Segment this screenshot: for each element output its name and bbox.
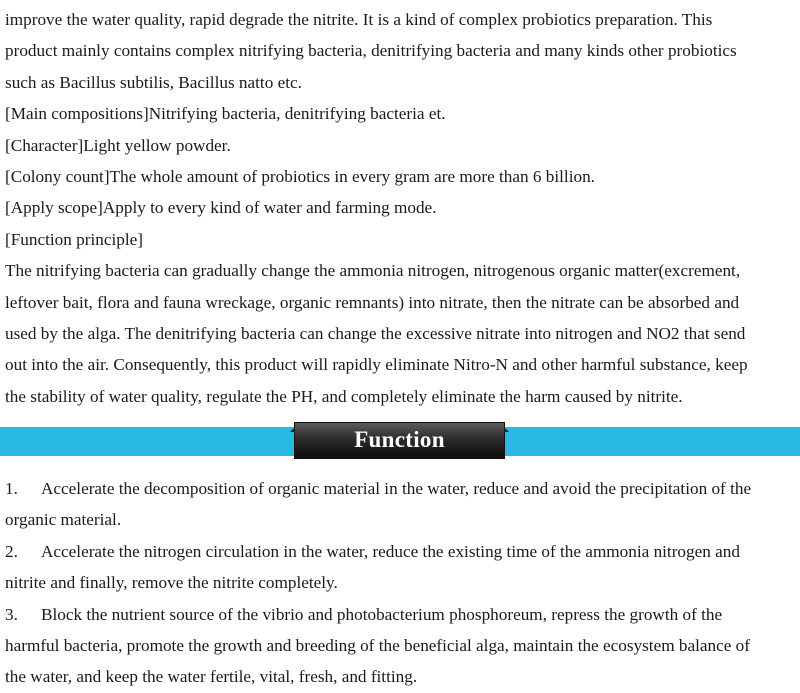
principle-line: out into the air. Consequently, this product will rapidly eliminate Nitro-N and other harmful substance, keep xyxy=(5,355,748,375)
item-number: 2. xyxy=(5,541,18,561)
apply-scope: [Apply scope]Apply to every kind of water and farming mode. xyxy=(5,198,437,218)
list-item-continuation: nitrite and finally, remove the nitrite completely. xyxy=(5,573,338,593)
colony-count: [Colony count]The whole amount of probiotics in every gram are more than 6 billion. xyxy=(5,167,595,187)
list-item xyxy=(5,599,795,630)
function-list xyxy=(5,473,795,693)
list-item xyxy=(5,536,795,567)
list-item-continuation: harmful bacteria, promote the growth and breeding of the beneficial alga, maintain the ecosystem balance of xyxy=(5,636,750,656)
principle-line: the stability of water quality, regulate the PH, and completely eliminate the harm caused by nitrite. xyxy=(5,386,683,406)
item-text: Block the nutrient source of the vibrio and photobacterium phosphoreum, repress the growth of the xyxy=(41,604,723,624)
character: [Character]Light yellow powder. xyxy=(5,135,231,155)
list-item xyxy=(5,473,795,504)
item-text: Accelerate the nitrogen circulation in the water, reduce the existing time of the ammonia nitrogen and xyxy=(41,541,740,561)
list-item-continuation: the water, and keep the water fertile, vital, fresh, and fitting. xyxy=(5,667,418,687)
function-principle-heading: [Function principle] xyxy=(5,229,143,249)
intro-line: product mainly contains complex nitrifying bacteria, denitrifying bacteria and many kinds other probiotics xyxy=(5,41,737,61)
principle-line: used by the alga. The denitrifying bacteria can change the excessive nitrate into nitrogen and NO2 that send xyxy=(5,324,746,344)
principle-line: The nitrifying bacteria can gradually change the ammonia nitrogen, nitrogenous organic matter(excrement, xyxy=(5,261,741,281)
item-text: Accelerate the decomposition of organic material in the water, reduce and avoid the precipitation of the xyxy=(41,479,752,498)
item-number: 1. xyxy=(5,479,18,498)
product-description xyxy=(5,4,795,412)
function-section-title: Function xyxy=(294,422,505,459)
intro-line: such as Bacillus subtilis, Bacillus natto etc. xyxy=(5,72,302,92)
list-item-continuation: organic material. xyxy=(5,510,122,530)
intro-line: improve the water quality, rapid degrade the nitrite. It is a kind of complex probiotics preparation. This xyxy=(5,10,713,29)
principle-line: leftover bait, flora and fauna wreckage, organic remnants) into nitrate, then the nitrate can be absorbed and xyxy=(5,292,740,312)
main-compositions: [Main compositions]Nitrifying bacteria, denitrifying bacteria et. xyxy=(5,104,446,124)
item-number: 3. xyxy=(5,604,18,624)
